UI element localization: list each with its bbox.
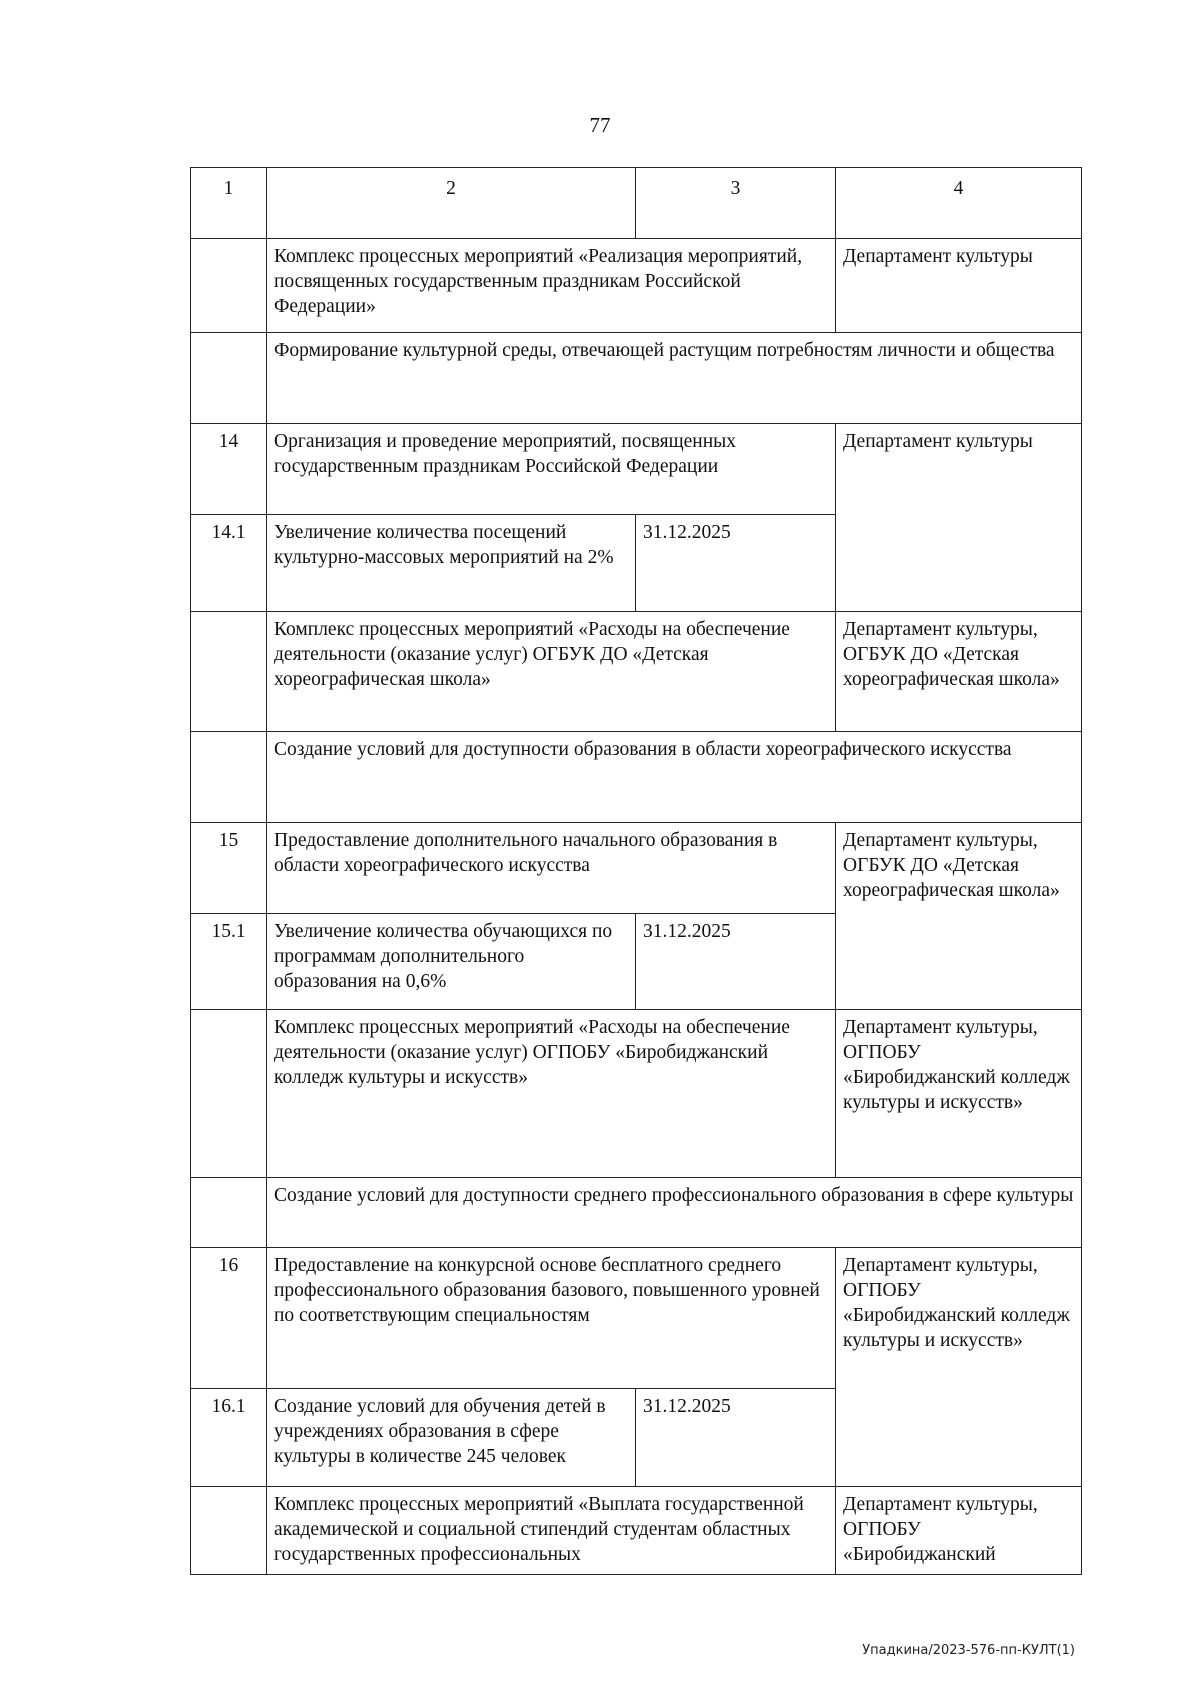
row-text: Предоставление на конкурсной основе бесплатного среднего профессионального образования базового, повышенного уровней по соответствующим специальностям — [267, 1248, 836, 1389]
table-row — [191, 823, 1082, 914]
row-number-cell — [191, 333, 267, 424]
table-row — [191, 732, 1082, 823]
table-row — [191, 1178, 1082, 1248]
row-number: 14.1 — [191, 515, 267, 612]
row-text: Организация и проведение мероприятий, посвященных государственным праздникам Российской Федерации — [267, 424, 836, 515]
column-header-4: 4 — [836, 168, 1082, 239]
table-row — [191, 612, 1082, 732]
row-number: 16.1 — [191, 1389, 267, 1487]
row-text: Комплекс процессных мероприятий «Реализация мероприятий, посвященных государственным праздникам Российской Федерации» — [267, 239, 836, 333]
row-number-cell — [191, 612, 267, 732]
table-header-row — [191, 168, 1082, 239]
row-text: Увеличение количества посещений культурно-массовых мероприятий на 2% — [267, 515, 636, 612]
row-text: Комплекс процессных мероприятий «Выплата государственной академической и социальной стипендий студентам областных государственных профессиональных — [267, 1487, 836, 1575]
column-header-2: 2 — [267, 168, 636, 239]
row-text: Создание условий для обучения детей в учреждениях образования в сфере культуры в количестве 245 человек — [267, 1389, 636, 1487]
row-date: 31.12.2025 — [636, 914, 836, 1010]
row-number: 14 — [191, 424, 267, 515]
activities-table — [190, 167, 1082, 1575]
row-department: Департамент культуры, ОГБУК ДО «Детская хореографическая школа» — [836, 612, 1082, 732]
row-department: Департамент культуры — [836, 424, 1082, 612]
column-header-1: 1 — [191, 168, 267, 239]
row-number-cell — [191, 732, 267, 823]
row-date: 31.12.2025 — [636, 1389, 836, 1487]
table-row — [191, 333, 1082, 424]
table-row — [191, 1487, 1082, 1575]
table-row — [191, 1248, 1082, 1389]
row-number-cell — [191, 1010, 267, 1178]
row-text: Создание условий для доступности среднего профессионального образования в сфере культуры — [267, 1178, 1082, 1248]
column-header-3: 3 — [636, 168, 836, 239]
document-footer-reference: Упадкина/2023-576-пп-КУЛТ(1) — [862, 1643, 1075, 1658]
row-department: Департамент культуры, ОГПОБУ «Биробиджанский — [836, 1487, 1082, 1575]
row-text: Предоставление дополнительного начального образования в области хореографического искусства — [267, 823, 836, 914]
table-row — [191, 1010, 1082, 1178]
row-text: Комплекс процессных мероприятий «Расходы на обеспечение деятельности (оказание услуг) ОГПОБУ «Биробиджанский колледж культуры и искусств» — [267, 1010, 836, 1178]
table-row — [191, 239, 1082, 333]
row-number-cell — [191, 239, 267, 333]
row-department: Департамент культуры, ОГПОБУ «Биробиджанский колледж культуры и искусств» — [836, 1248, 1082, 1487]
row-text: Комплекс процессных мероприятий «Расходы на обеспечение деятельности (оказание услуг) ОГБУК ДО «Детская хореографическая школа» — [267, 612, 836, 732]
row-date: 31.12.2025 — [636, 515, 836, 612]
table-row — [191, 424, 1082, 515]
row-text: Создание условий для доступности образования в области хореографического искусства — [267, 732, 1082, 823]
page-number: 77 — [589, 113, 611, 137]
row-number: 15.1 — [191, 914, 267, 1010]
row-number-cell — [191, 1487, 267, 1575]
row-department: Департамент культуры, ОГПОБУ «Биробиджанский колледж культуры и искусств» — [836, 1010, 1082, 1178]
row-number: 16 — [191, 1248, 267, 1389]
row-text: Увеличение количества обучающихся по программам дополнительного образования на 0,6% — [267, 914, 636, 1010]
row-number: 15 — [191, 823, 267, 914]
row-text: Формирование культурной среды, отвечающей растущим потребностям личности и общества — [267, 333, 1082, 424]
row-department: Департамент культуры — [836, 239, 1082, 333]
row-number-cell — [191, 1178, 267, 1248]
row-department: Департамент культуры, ОГБУК ДО «Детская хореографическая школа» — [836, 823, 1082, 1010]
